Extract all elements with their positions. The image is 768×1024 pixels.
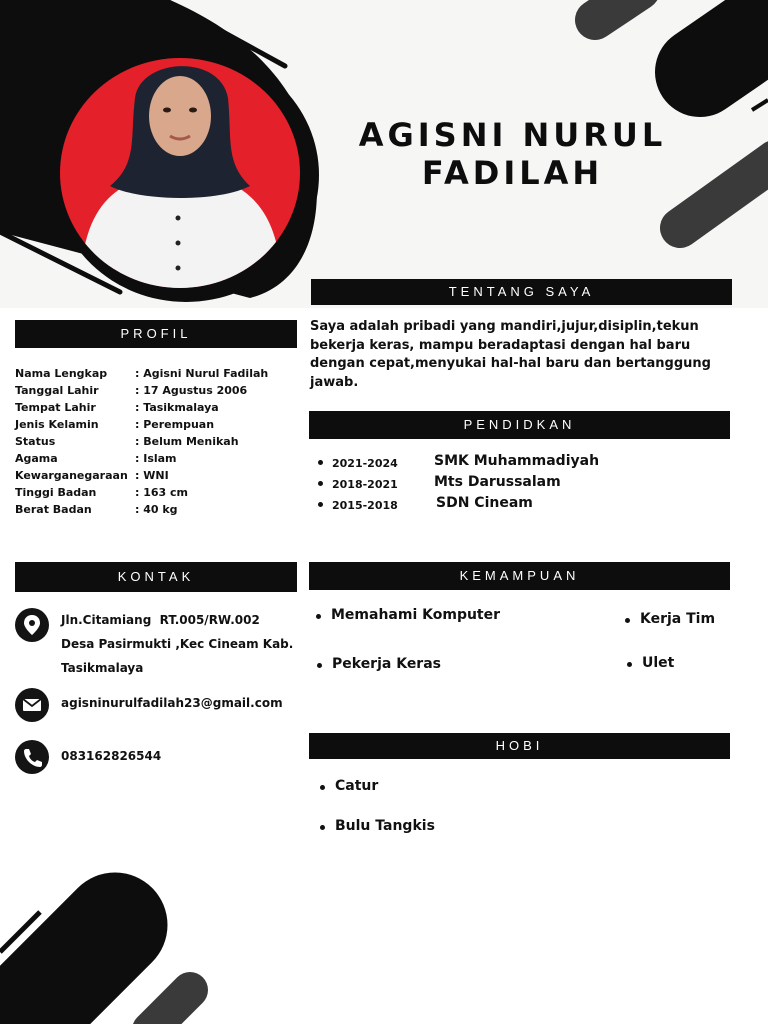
contact-email[interactable]: agisninurulfadilah23@gmail.com — [61, 696, 283, 710]
education-years: 2015-2018 — [332, 499, 398, 512]
profile-value: : 163 cm — [135, 486, 189, 499]
education-item — [318, 495, 718, 516]
profile-value: : Agisni Nurul Fadilah — [135, 367, 269, 380]
profile-row — [15, 416, 268, 433]
full-name — [330, 116, 695, 192]
right-line — [752, 100, 768, 110]
about-header: TENTANG SAYA — [311, 279, 732, 305]
phone-icon — [15, 740, 49, 774]
education-list — [318, 453, 718, 516]
contact-address — [61, 608, 293, 680]
education-years: 2021-2024 — [332, 457, 398, 470]
profile-label: Status — [15, 435, 56, 448]
skill-item: Ulet — [642, 655, 675, 671]
bullet-icon — [318, 502, 323, 507]
profile-row — [15, 382, 268, 399]
profile-photo — [60, 58, 300, 288]
profile-label: Tanggal Lahir — [15, 384, 99, 397]
skills-header: KEMAMPUAN — [309, 562, 730, 590]
contact-phone[interactable]: 083162826544 — [61, 749, 162, 763]
address-line-1: Jln.Citamiang RT.005/RW.002 — [61, 613, 260, 627]
address-line-2: Desa Pasirmukti ,Kec Cineam Kab. — [61, 637, 294, 651]
profile-label: Berat Badan — [15, 503, 92, 516]
profile-value: : Perempuan — [135, 418, 215, 431]
mail-icon — [15, 688, 49, 722]
profile-value: : Tasikmalaya — [135, 401, 219, 414]
profile-value: : WNI — [135, 469, 169, 482]
top-right-black-capsule — [700, 10, 768, 72]
name-line-1: AGISNI NURUL — [358, 116, 667, 154]
hobby-item: Bulu Tangkis — [335, 818, 435, 834]
profile-label: Tempat Lahir — [15, 401, 96, 414]
skill-item: Memahami Komputer — [331, 607, 501, 623]
education-school: SDN Cineam — [436, 495, 533, 511]
about-text: Saya adalah pribadi yang mandiri,jujur,disiplin,tekun bekerja keras, mampu beradaptasi dengan hal baru dengan cepat,menyukai hal-hal baru dan bertanggung jawab. — [310, 319, 711, 390]
profile-value: : 40 kg — [135, 503, 178, 516]
bullet-icon — [318, 460, 323, 465]
profile-details — [15, 365, 268, 518]
hobbies-header: HOBI — [309, 733, 730, 759]
person-illustration — [60, 58, 300, 288]
profile-value: : 17 Agustus 2006 — [135, 384, 248, 397]
education-years: 2018-2021 — [332, 478, 398, 491]
profile-label: Jenis Kelamin — [15, 418, 99, 431]
address-line-3: Tasikmalaya — [61, 661, 144, 675]
profile-label: Kewarganegaraan — [15, 469, 128, 482]
profile-row — [15, 399, 268, 416]
profile-row — [15, 484, 268, 501]
profile-label: Tinggi Badan — [15, 486, 97, 499]
profile-row — [15, 467, 268, 484]
education-item — [318, 474, 718, 495]
education-header: PENDIDKAN — [309, 411, 730, 439]
profile-value: : Belum Menikah — [135, 435, 239, 448]
contact-header: KONTAK — [15, 562, 297, 592]
hobby-item: Catur — [335, 778, 379, 794]
profile-row — [15, 433, 268, 450]
bullet-icon — [318, 481, 323, 486]
profile-value: : Islam — [135, 452, 177, 465]
education-item — [318, 453, 718, 474]
bottom-grey-capsule — [150, 990, 190, 1024]
profile-row — [15, 365, 268, 382]
profile-row — [15, 501, 268, 518]
top-right-grey-capsule — [595, 0, 640, 20]
bottom-left-black-capsule — [0, 925, 115, 1024]
location-pin-icon — [15, 608, 49, 642]
education-school: Mts Darussalam — [434, 474, 561, 490]
education-school: SMK Muhammadiyah — [434, 453, 600, 469]
profile-header: PROFIL — [15, 320, 297, 348]
profile-row — [15, 450, 268, 467]
profile-label: Agama — [15, 452, 58, 465]
skill-item: Pekerja Keras — [332, 656, 441, 672]
skill-item: Kerja Tim — [640, 611, 716, 627]
name-line-2: FADILAH — [421, 154, 604, 192]
profile-label: Nama Lengkap — [15, 367, 108, 380]
